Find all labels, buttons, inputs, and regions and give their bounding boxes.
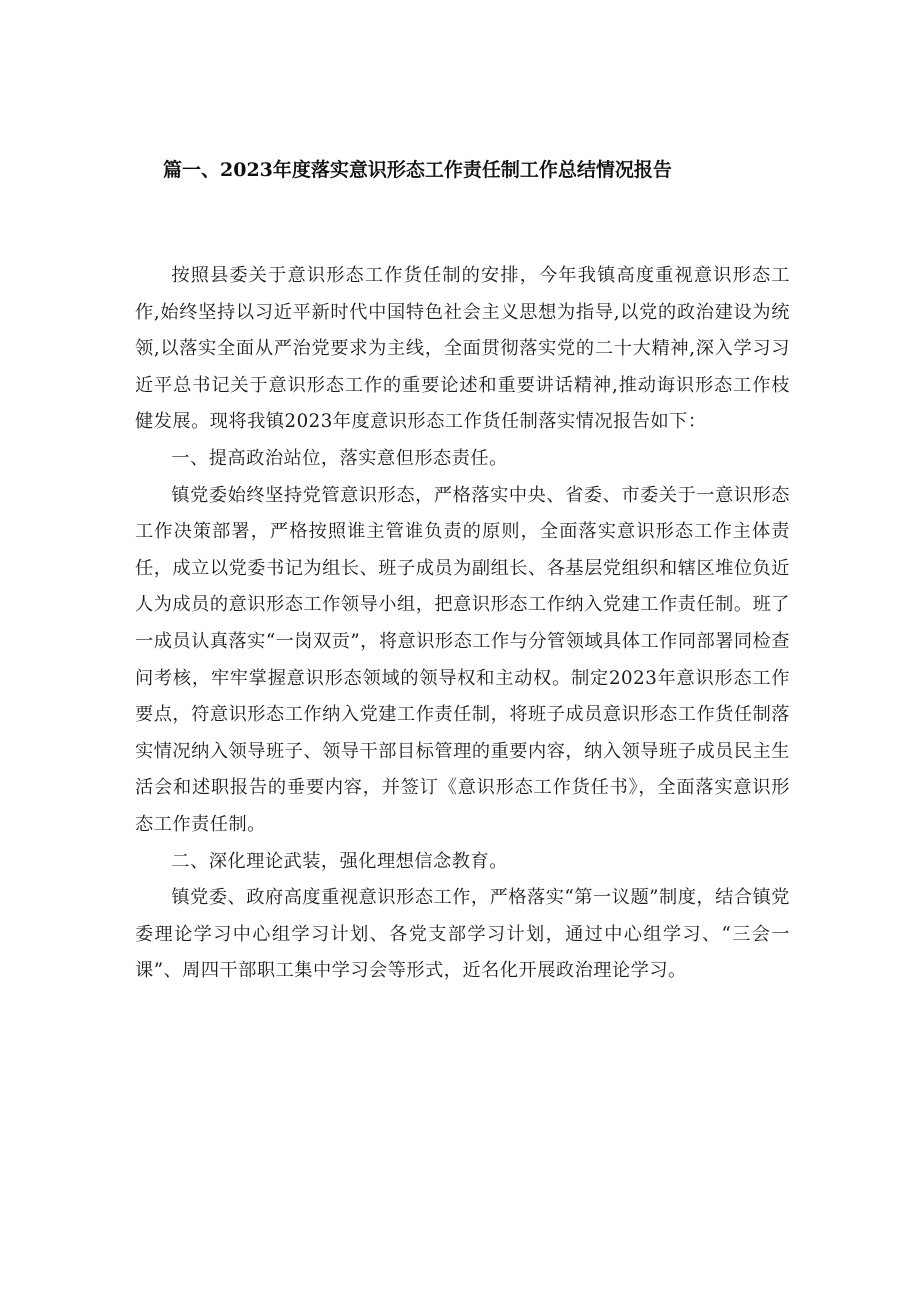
section-heading-2: 二、深化理论武装，强化理想信念教育。 xyxy=(171,850,508,872)
intro-paragraph: 按照县委关于意识形态工作货任制的安排，今年我镇高度重视意识形态工作,始终坚持以习近平新时代中国特色社会主义思想为指导,以党的政治建设为统领,以落实全面从严治党要求为主线，全面贯彻落实党的二十大精神,深入学习习近平总书记关于意识形态工作的重要论述和重要讲话精神,推动诲识形态工作枝健发展。现将我镇2023年度意识形态工作货任制落实情况报告如下： xyxy=(135,265,790,433)
section-1-paragraph: 镇党委始终坚持党管意识形态，严格落实中央、省委、市委关于一意识形态工作决策部署，严格按照谁主管谁负责的原则，全面落实意识形态工作主体责任，成立以党委书记为组长、班子成员为副组长、各基层党组织和辖区堆位负近人为成员的意识形态工作领导小组，把意识形态工作纳入党建工作责任制。班了一成员认真落实“一岗双贡”，将意识形态工作与分管领域具体工作同部署同检查问考核，牢牢掌握意识形态领域的领导权和主动权。制定2023年意识形态工作要点，符意识形态工作纳入党建工作责任制，将班子成员意识形态工作货任制落实情况纳入领导班子、领导干部目标管理的重要内容，纳入领导班子成员民主生活会和述职报告的垂要内容，并签订《意识形态工作货任书》，全面落实意识形态工作责任制。 xyxy=(135,484,790,835)
document-body xyxy=(135,258,790,990)
document-title: 篇一、2023年度落实意识形态工作责任制工作总结情况报告 xyxy=(163,159,672,181)
section-heading-1: 一、提高政治站位，落实意但形态责任。 xyxy=(171,447,508,469)
section-2-paragraph: 镇党委、政府高度重视意识形态工作，严格落实“第一议题”制度，结合镇党委理论学习中心组学习计划、各党支部学习计划，通过中心组学习、“三会一课”、周四干部职工集中学习会等形式，近名化开展政治理论学习。 xyxy=(135,887,790,982)
